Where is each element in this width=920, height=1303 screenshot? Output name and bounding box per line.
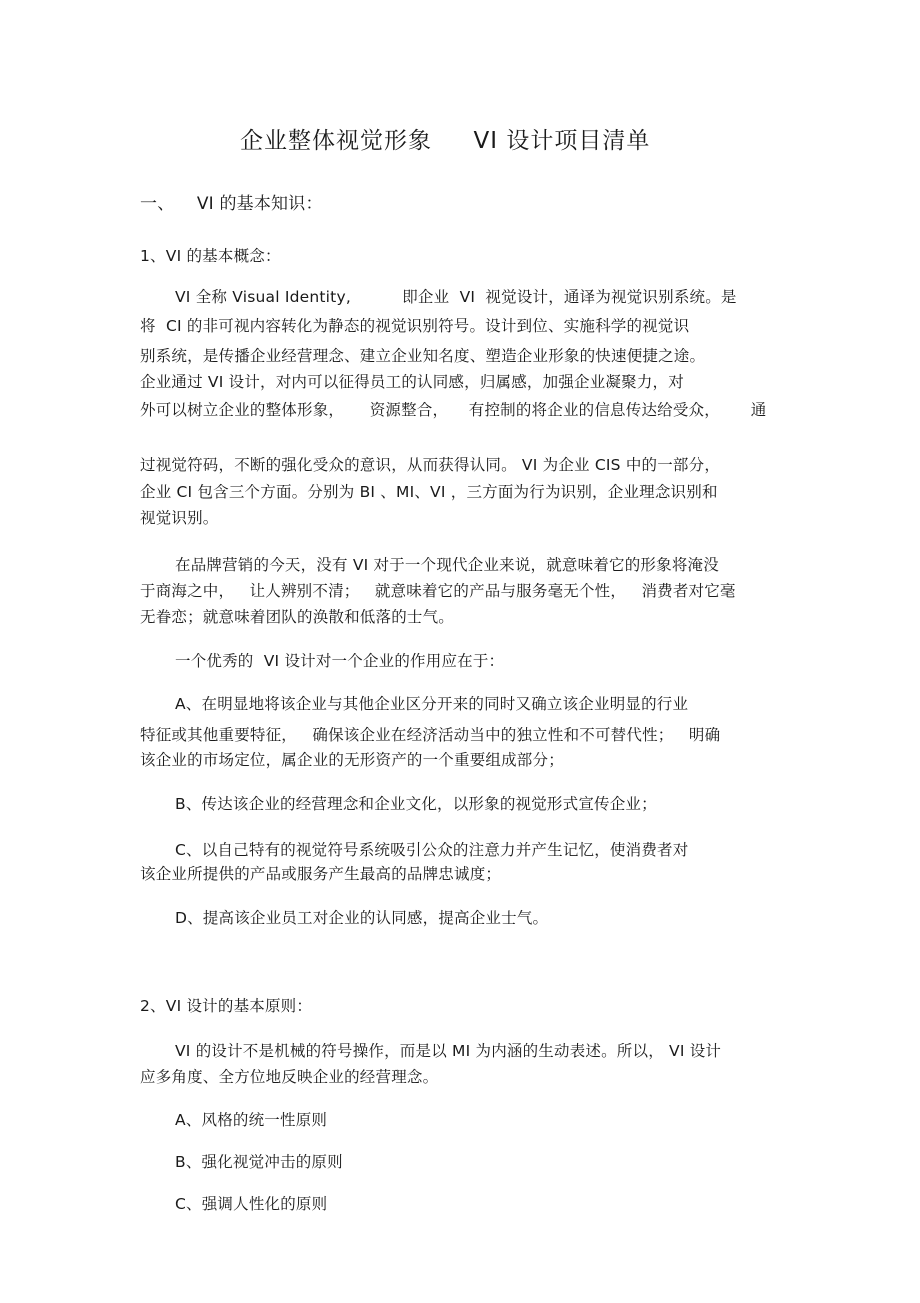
text-line: 视觉识别。 <box>140 509 219 527</box>
text-line: 在品牌营销的今天，没有 VI 对于一个现代企业来说，就意味着它的形象将淹没 <box>175 556 719 574</box>
text-line: 别系统，是传播企业经营理念、建立企业知名度、塑造企业形象的快速便捷之途。 <box>140 347 706 365</box>
text-line: 该企业的市场定位，属企业的无形资产的一个重要组成部分； <box>140 751 564 769</box>
text-line: 企业通过 VI 设计，对内可以征得员工的认同感，归属感，加强企业凝聚力，对 <box>140 373 684 391</box>
text-line: A、在明显地将该企业与其他企业区分开来的同时又确立该企业明显的行业 <box>175 695 689 713</box>
text-line: C、以自己特有的视觉符号系统吸引公众的注意力并产生记忆，使消费者对 <box>175 841 689 859</box>
text-line: 企业 CI 包含三个方面。分别为 BI 、MI、VI ，三方面为行为识别，企业理念识别和 <box>140 483 718 501</box>
list-item: A、风格的统一性原则 <box>175 1111 328 1129</box>
subsection-heading-basic-concept: 1、VI 的基本概念： <box>140 247 281 265</box>
paragraph-vi-role-intro: 一个优秀的 VI 设计对一个企业的作用应在于： <box>175 652 505 670</box>
list-item-b: B、传达该企业的经营理念和企业文化，以形象的视觉形式宣传企业； <box>175 795 657 813</box>
text-line: 外可以树立企业的整体形象， 资源整合， 有控制的将企业的信息传达给受众， 通 <box>140 401 767 419</box>
text-line: 特征或其他重要特征， 确保该企业在经济活动当中的独立性和不可替代性； 明确 <box>140 726 721 744</box>
list-item: C、强调人性化的原则 <box>175 1195 328 1213</box>
document-title: 企业整体视觉形象 VI 设计项目清单 <box>240 128 651 154</box>
list-item: B、强化视觉冲击的原则 <box>175 1153 343 1171</box>
text-line: 于商海之中， 让人辨别不清； 就意味着它的产品与服务毫无个性， 消费者对它毫 <box>140 582 736 600</box>
subsection-heading-design-principles: 2、VI 设计的基本原则： <box>140 997 313 1015</box>
text-line: 应多角度、全方位地反映企业的经营理念。 <box>140 1068 439 1086</box>
text-line: VI 的设计不是机械的符号操作，而是以 MI 为内涵的生动表述。所以， VI 设计 <box>175 1042 722 1060</box>
text-line: 该企业所提供的产品或服务产生最高的品牌忠诚度； <box>140 865 502 883</box>
section-heading-basic-knowledge: 一、 VI 的基本知识： <box>140 194 323 214</box>
text-line: VI 全称 Visual Identity, 即企业 VI 视觉设计，通译为视觉识别系统。是 <box>175 288 737 306</box>
text-line: 过视觉符码，不断的强化受众的意识，从而获得认同。 VI 为企业 CIS 中的一部分， <box>140 456 721 474</box>
list-item-d: D、提高该企业员工对企业的认同感，提高企业士气。 <box>175 909 549 927</box>
text-line: 将 CI 的非可视内容转化为静态的视觉识别符号。设计到位、实施科学的视觉识 <box>140 317 690 335</box>
text-line: 无眷恋；就意味着团队的涣散和低落的士气。 <box>140 608 455 626</box>
